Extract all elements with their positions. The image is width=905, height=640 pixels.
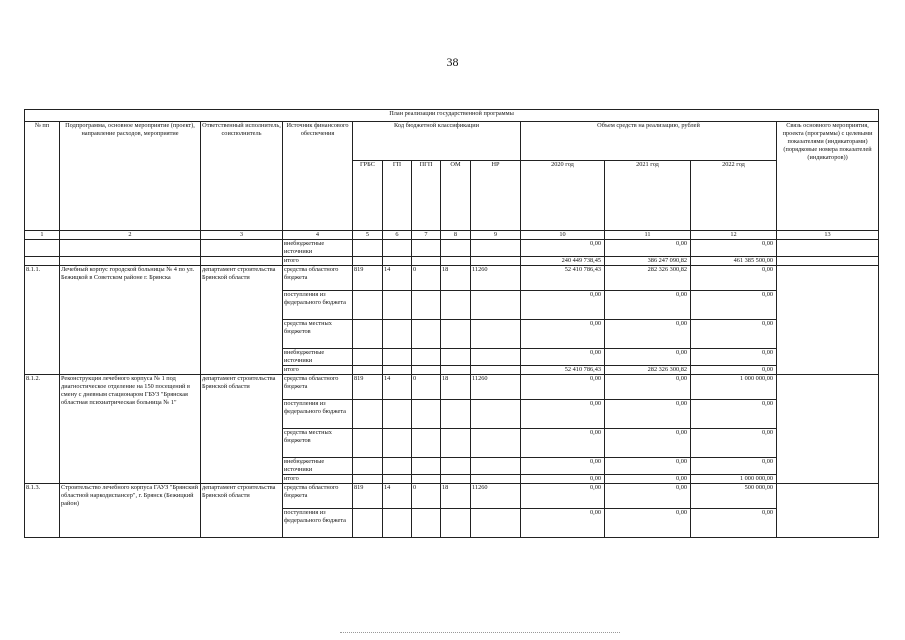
pgp-cell <box>412 349 441 366</box>
value-2020-cell: 0,00 <box>521 484 605 509</box>
header-grbs: ГРБС <box>353 161 383 231</box>
value-2021-cell: 282 326 300,82 <box>605 266 691 291</box>
nr-cell <box>471 509 521 538</box>
item-name-cell: Строительство лечебного корпуса ГАУЗ "Брянский областной наркодиспансер", г. Брянск (Бежицкий район) <box>60 484 201 538</box>
value-2021-cell: 0,00 <box>605 400 691 429</box>
gp-cell <box>383 366 412 375</box>
resp-cell <box>201 240 283 257</box>
nr-cell <box>471 429 521 458</box>
item-responsible-cell: департамент строительства Брянской области <box>201 375 283 484</box>
header-link: Связь основного мероприятия, проекта (программы) с целевыми показателями (индикаторами) (порядковые номера показателей (индикаторов)) <box>777 122 879 231</box>
nr-cell <box>471 366 521 375</box>
source-cell: итого <box>283 475 353 484</box>
column-number-cell: 2 <box>60 231 201 240</box>
num-cell <box>25 240 60 257</box>
gp-cell <box>383 509 412 538</box>
code-cell <box>471 240 521 257</box>
table-row <box>25 266 879 291</box>
name-cell <box>60 257 201 266</box>
om-cell <box>441 458 471 475</box>
nr-cell <box>471 320 521 349</box>
value-2020-cell: 240 449 738,45 <box>521 257 605 266</box>
item-responsible-cell: департамент строительства Брянской области <box>201 484 283 538</box>
header-2022: 2022 год <box>691 161 777 231</box>
value-2020-cell: 0,00 <box>521 458 605 475</box>
value-2022-cell: 0,00 <box>691 320 777 349</box>
source-cell: средства областного бюджета <box>283 266 353 291</box>
value-2021-cell: 0,00 <box>605 458 691 475</box>
header-om: ОМ <box>441 161 471 231</box>
column-number-row <box>25 231 879 240</box>
table-row <box>25 484 879 509</box>
value-2022-cell: 0,00 <box>691 266 777 291</box>
pgp-cell <box>412 366 441 375</box>
pgp-cell <box>412 475 441 484</box>
code-cell <box>412 240 441 257</box>
nr-cell <box>471 400 521 429</box>
value-2021-cell: 0,00 <box>605 484 691 509</box>
value-2020-cell: 0,00 <box>521 291 605 320</box>
header-name: Подпрограмма, основное мероприятие (проект), направление расходов, мероприятие <box>60 122 201 231</box>
item-name-cell: Реконструкция лечебного корпуса № 1 под диагностическое отделение на 150 посещений в смену с дневным стационаром ГБУЗ "Брянская областная психиатрическая больница № 1" <box>60 375 201 484</box>
value-2021-cell: 0,00 <box>605 320 691 349</box>
source-cell: поступления из федерального бюджета <box>283 400 353 429</box>
value-2022-cell: 461 385 500,00 <box>691 257 777 266</box>
page-number: 38 <box>446 55 459 69</box>
table-title: План реализации государственной программы <box>25 110 879 122</box>
gp-cell <box>383 458 412 475</box>
pgp-cell <box>412 429 441 458</box>
value-2021-cell: 0,00 <box>605 291 691 320</box>
column-number-cell: 9 <box>471 231 521 240</box>
table-body <box>25 240 879 538</box>
source-cell: средства областного бюджета <box>283 484 353 509</box>
source-cell: поступления из федерального бюджета <box>283 509 353 538</box>
grbs-cell <box>353 429 383 458</box>
code-cell <box>471 257 521 266</box>
source-cell: средства местных бюджетов <box>283 320 353 349</box>
value-2022-cell: 0,00 <box>691 366 777 375</box>
gp-cell <box>383 400 412 429</box>
source-cell: поступления из федерального бюджета <box>283 291 353 320</box>
table-row <box>25 257 879 266</box>
item-number-cell: 8.1.2. <box>25 375 60 484</box>
name-cell <box>60 240 201 257</box>
table-row <box>25 240 879 257</box>
value-2021-cell: 0,00 <box>605 509 691 538</box>
item-number-cell: 8.1.1. <box>25 266 60 375</box>
nr-cell <box>471 291 521 320</box>
header-volume: Объем средств на реализацию, рублей <box>521 122 777 161</box>
header-source: Источник финансового обеспечения <box>283 122 353 231</box>
value-2021-cell: 282 326 300,82 <box>605 366 691 375</box>
gp-cell <box>383 291 412 320</box>
value-2020-cell: 52 410 786,43 <box>521 366 605 375</box>
resp-cell <box>201 257 283 266</box>
code-cell <box>353 240 383 257</box>
code-cell <box>383 240 412 257</box>
source-cell: средства областного бюджета <box>283 375 353 400</box>
value-2020-cell: 0,00 <box>521 509 605 538</box>
column-number-cell: 6 <box>383 231 412 240</box>
header-pgp: ПГП <box>412 161 441 231</box>
column-number-cell: 7 <box>412 231 441 240</box>
value-2021-cell: 386 247 090,82 <box>605 257 691 266</box>
om-cell <box>441 400 471 429</box>
grbs-cell <box>353 400 383 429</box>
source-cell: итого <box>283 366 353 375</box>
value-2022-cell: 1 000 000,00 <box>691 475 777 484</box>
gp-cell <box>383 429 412 458</box>
source-cell: внебюджетные источники <box>283 349 353 366</box>
header-2021: 2021 год <box>605 161 691 231</box>
gp-cell <box>383 320 412 349</box>
column-number-cell: 13 <box>777 231 879 240</box>
code-cell <box>353 257 383 266</box>
om-cell: 18 <box>441 375 471 400</box>
pgp-cell: 0 <box>412 484 441 509</box>
link-cell <box>777 484 879 538</box>
column-number-cell: 5 <box>353 231 383 240</box>
om-cell <box>441 366 471 375</box>
grbs-cell: 819 <box>353 375 383 400</box>
value-2020-cell: 0,00 <box>521 475 605 484</box>
value-2020-cell: 52 410 786,43 <box>521 266 605 291</box>
value-2021-cell: 0,00 <box>605 429 691 458</box>
gp-cell: 14 <box>383 375 412 400</box>
column-number-cell: 10 <box>521 231 605 240</box>
item-responsible-cell: департамент строительства Брянской области <box>201 266 283 375</box>
code-cell <box>441 240 471 257</box>
om-cell: 18 <box>441 266 471 291</box>
table-row <box>25 375 879 400</box>
link-cell <box>777 375 879 484</box>
pgp-cell: 0 <box>412 375 441 400</box>
column-number-cell: 3 <box>201 231 283 240</box>
om-cell <box>441 349 471 366</box>
scan-artifact-line <box>340 632 620 633</box>
grbs-cell <box>353 291 383 320</box>
value-2020-cell: 0,00 <box>521 400 605 429</box>
grbs-cell <box>353 509 383 538</box>
nr-cell: 11260 <box>471 266 521 291</box>
pgp-cell <box>412 320 441 349</box>
value-2022-cell: 0,00 <box>691 400 777 429</box>
value-2020-cell: 0,00 <box>521 349 605 366</box>
grbs-cell: 819 <box>353 266 383 291</box>
nr-cell <box>471 349 521 366</box>
num-cell <box>25 257 60 266</box>
header-nr: НР <box>471 161 521 231</box>
value-2021-cell: 0,00 <box>605 475 691 484</box>
value-2020-cell: 0,00 <box>521 320 605 349</box>
column-number-cell: 4 <box>283 231 353 240</box>
om-cell <box>441 291 471 320</box>
om-cell <box>441 320 471 349</box>
item-number-cell: 8.1.3. <box>25 484 60 538</box>
header-num: № пп <box>25 122 60 231</box>
code-cell <box>383 257 412 266</box>
column-number-cell: 12 <box>691 231 777 240</box>
value-2022-cell: 0,00 <box>691 349 777 366</box>
gp-cell: 14 <box>383 484 412 509</box>
nr-cell <box>471 475 521 484</box>
pgp-cell: 0 <box>412 266 441 291</box>
om-cell <box>441 509 471 538</box>
value-2022-cell: 0,00 <box>691 429 777 458</box>
header-gp: ГП <box>383 161 412 231</box>
value-2022-cell: 0,00 <box>691 509 777 538</box>
code-cell <box>412 257 441 266</box>
source-cell: итого <box>283 257 353 266</box>
om-cell: 18 <box>441 484 471 509</box>
source-cell: внебюджетные источники <box>283 240 353 257</box>
plan-table <box>24 109 879 538</box>
grbs-cell: 819 <box>353 484 383 509</box>
value-2022-cell: 0,00 <box>691 291 777 320</box>
header-budget-code: Код бюджетной классификации <box>353 122 521 161</box>
nr-cell <box>471 458 521 475</box>
value-2022-cell: 0,00 <box>691 240 777 257</box>
value-2022-cell: 1 000 000,00 <box>691 375 777 400</box>
column-number-cell: 11 <box>605 231 691 240</box>
link-cell <box>777 257 879 266</box>
column-number-cell: 1 <box>25 231 60 240</box>
value-2020-cell: 0,00 <box>521 240 605 257</box>
source-cell: средства местных бюджетов <box>283 429 353 458</box>
link-cell <box>777 266 879 375</box>
om-cell <box>441 475 471 484</box>
grbs-cell <box>353 366 383 375</box>
nr-cell: 11260 <box>471 484 521 509</box>
link-cell <box>777 240 879 257</box>
pgp-cell <box>412 291 441 320</box>
pgp-cell <box>412 400 441 429</box>
value-2021-cell: 0,00 <box>605 349 691 366</box>
value-2020-cell: 0,00 <box>521 429 605 458</box>
grbs-cell <box>353 458 383 475</box>
header-2020: 2020 год <box>521 161 605 231</box>
value-2021-cell: 0,00 <box>605 240 691 257</box>
source-cell: внебюджетные источники <box>283 458 353 475</box>
value-2020-cell: 0,00 <box>521 375 605 400</box>
pgp-cell <box>412 458 441 475</box>
pgp-cell <box>412 509 441 538</box>
om-cell <box>441 429 471 458</box>
grbs-cell <box>353 349 383 366</box>
gp-cell: 14 <box>383 266 412 291</box>
gp-cell <box>383 349 412 366</box>
value-2021-cell: 0,00 <box>605 375 691 400</box>
grbs-cell <box>353 475 383 484</box>
gp-cell <box>383 475 412 484</box>
header-resp: Ответственный исполнитель, соисполнитель <box>201 122 283 231</box>
code-cell <box>441 257 471 266</box>
value-2022-cell: 0,00 <box>691 458 777 475</box>
value-2022-cell: 500 000,00 <box>691 484 777 509</box>
item-name-cell: Лечебный корпус городской больницы № 4 по ул. Бежицкой в Советском районе г. Брянска <box>60 266 201 375</box>
grbs-cell <box>353 320 383 349</box>
column-number-cell: 8 <box>441 231 471 240</box>
nr-cell: 11260 <box>471 375 521 400</box>
